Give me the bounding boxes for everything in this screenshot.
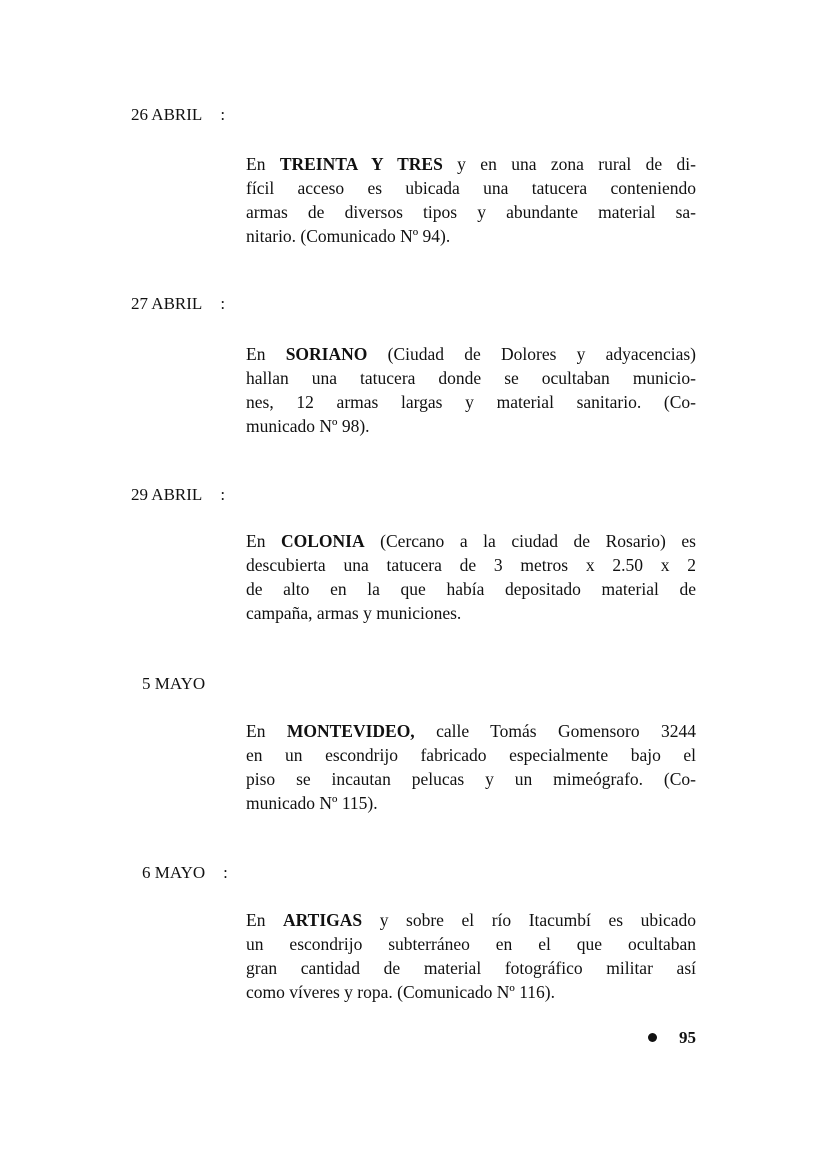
paragraph-line: de alto en la que había depositado material de [246, 579, 696, 599]
paragraph-line: un escondrijo subterráneo en el que ocultaban [246, 934, 696, 954]
entry-date-line [131, 104, 225, 126]
date-colon: : [223, 863, 228, 882]
entry-paragraph [246, 529, 696, 625]
place-name: TREINTA Y TRES [279, 154, 443, 174]
entry-date-line [131, 484, 225, 506]
paragraph-line [246, 908, 696, 932]
entry-date: 26 ABRIL [131, 105, 203, 124]
line-text: calle Tomás Gomensoro 3244 [414, 721, 696, 741]
place-name: MONTEVIDEO, [286, 721, 415, 741]
entry-date: 5 MAYO [142, 674, 206, 693]
paragraph-line: fícil acceso es ubicada una tatucera conteniendo [246, 178, 696, 198]
entry-paragraph [246, 719, 696, 815]
place-name: ARTIGAS [283, 910, 363, 930]
date-colon: : [220, 485, 226, 504]
line-text: y sobre el río Itacumbí es ubicado [362, 910, 696, 930]
paragraph-line: descubierta una tatucera de 3 metros x 2.50 x 2 [246, 555, 696, 575]
line-text: y en una zona rural de di- [442, 154, 696, 174]
entry-date-line [131, 293, 225, 315]
entry-date: 6 MAYO [142, 863, 206, 882]
paragraph-line [246, 719, 696, 743]
paragraph-line [246, 152, 696, 176]
paragraph-line: campaña, armas y municiones. [246, 603, 462, 623]
paragraph-line: municado Nº 115). [246, 793, 378, 813]
page-footer [648, 1027, 696, 1049]
paragraph-line [246, 529, 696, 553]
paragraph-line: municado Nº 98). [246, 416, 370, 436]
line-text: En [246, 154, 280, 174]
entry-date-line [142, 673, 223, 695]
entry-paragraph [246, 342, 696, 438]
date-colon: : [220, 105, 226, 124]
entry-paragraph [246, 908, 696, 1004]
entry-date: 27 ABRIL [131, 294, 203, 313]
page-number: 95 [679, 1028, 696, 1047]
bullet-icon [648, 1033, 657, 1042]
line-text: En [246, 344, 286, 364]
line-text: (Cercano a la ciudad de Rosario) es [364, 531, 696, 551]
paragraph-line: como víveres y ropa. (Comunicado Nº 116). [246, 982, 556, 1002]
place-name: COLONIA [281, 531, 365, 551]
place-name: SORIANO [285, 344, 368, 364]
line-text: (Ciudad de Dolores y adyacencias) [367, 344, 696, 364]
date-colon: : [220, 294, 226, 313]
line-text: En [246, 721, 287, 741]
entry-date: 29 ABRIL [131, 485, 203, 504]
line-text: En [246, 910, 284, 930]
line-text: En [246, 531, 281, 551]
paragraph-line [246, 342, 696, 366]
paragraph-line: nitario. (Comunicado Nº 94). [246, 226, 451, 246]
paragraph-line: en un escondrijo fabricado especialmente bajo el [246, 745, 696, 765]
entry-date-line [142, 862, 228, 884]
paragraph-line: piso se incautan pelucas y un mimeógrafo. (Co- [246, 769, 696, 789]
paragraph-line: nes, 12 armas largas y material sanitario. (Co- [246, 392, 696, 412]
entry-paragraph [246, 152, 696, 248]
paragraph-line: gran cantidad de material fotográfico militar así [246, 958, 696, 978]
paragraph-line: armas de diversos tipos y abundante material sa- [246, 202, 696, 222]
paragraph-line: hallan una tatucera donde se ocultaban municio- [246, 368, 696, 388]
